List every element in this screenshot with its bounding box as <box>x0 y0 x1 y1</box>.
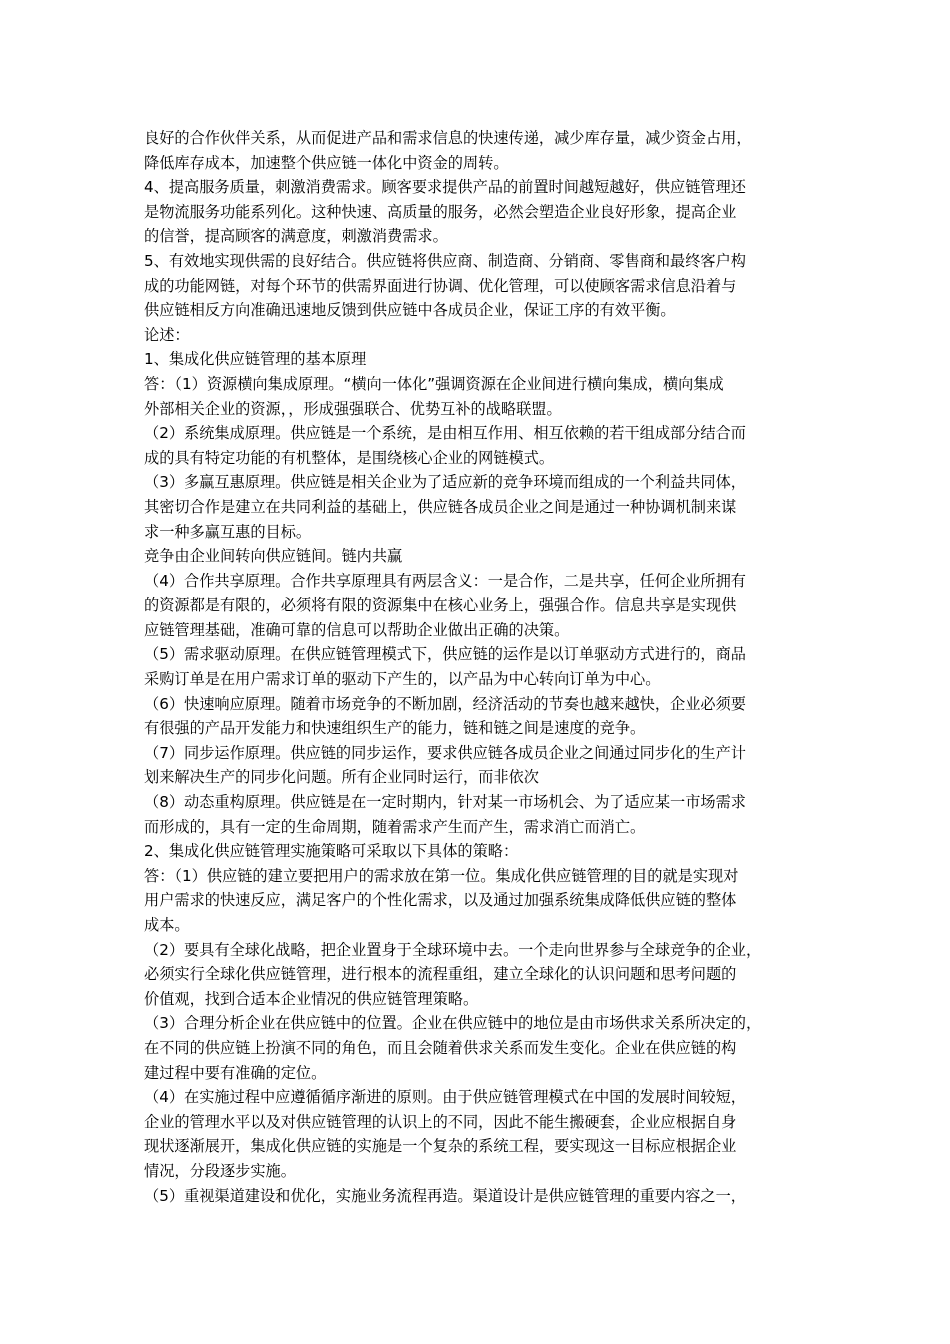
text-line: 外部相关企业的资源，，形成强强联合、优势互补的战略联盟。 <box>144 399 562 418</box>
paragraph <box>144 470 820 544</box>
paragraph <box>144 347 820 372</box>
paragraph <box>144 544 820 569</box>
text-line: （3）合理分析企业在供应链中的位置。企业在供应链中的地位是由市场供求关系所决定的， <box>144 1014 762 1033</box>
paragraph <box>144 1184 820 1209</box>
text-line: 成的具有特定功能的有机整体，是围绕核心企业的网链模式。 <box>144 448 555 467</box>
text-line: 建过程中要有准确的定位。 <box>144 1063 327 1082</box>
paragraph <box>144 323 820 348</box>
text-line: 竞争由企业间转向供应链间。链内共赢 <box>144 547 403 566</box>
paragraph <box>144 790 820 839</box>
text-line: （4）在实施过程中应遵循循序渐进的原则。由于供应链管理模式在中国的发展时间较短， <box>144 1088 746 1107</box>
text-line: 而形成的，具有一定的生命周期，随着需求产生而产生，需求消亡而消亡。 <box>144 817 646 836</box>
text-line: 论述： <box>144 325 190 344</box>
text-line: 有很强的产品开发能力和快速组织生产的能力，链和链之间是速度的竞争。 <box>144 719 646 738</box>
paragraph <box>144 938 820 1012</box>
text-line: 的资源都是有限的，必须将有限的资源集中在核心业务上，强强合作。信息共享是实现供 <box>144 596 737 615</box>
text-line: 在不同的供应链上扮演不同的角色，而且会随着供求关系而发生变化。企业在供应链的构 <box>144 1038 737 1057</box>
text-line: 良好的合作伙伴关系，从而促进产品和需求信息的快速传递，减少库存量，减少资金占用， <box>144 129 752 147</box>
text-line: 是物流服务功能系列化。这种快速、高质量的服务，必然会塑造企业良好形象，提高企业 <box>144 202 737 221</box>
paragraph <box>144 249 820 323</box>
text-line: （6）快速响应原理。随着市场竞争的不断加剧，经济活动的节奏也越来越快，企业必须要 <box>144 694 746 713</box>
text-line: 答：（1）资源横向集成原理。“横向一体化”强调资源在企业间进行横向集成，横向集成 <box>144 374 724 393</box>
text-line: 必须实行全球化供应链管理，进行根本的流程重组，建立全球化的认识问题和思考问题的 <box>144 965 737 984</box>
text-line: 现状逐渐展开，集成化供应链的实施是一个复杂的系统工程，要实现这一目标应根据企业 <box>144 1137 737 1156</box>
text-line: 成的功能网链，对每个环节的供需界面进行协调、优化管理，可以使顾客需求信息沿着与 <box>144 276 737 295</box>
text-line: 4、提高服务质量，刺激消费需求。顾客要求提供产品的前置时间越短越好，供应链管理还 <box>144 178 746 197</box>
text-line: （2）系统集成原理。供应链是一个系统，是由相互作用、相互依赖的若干组成部分结合而 <box>144 424 746 443</box>
paragraph <box>144 569 820 643</box>
text-line: （2）要具有全球化战略，把企业置身于全球环境中去。一个走向世界参与全球竞争的企业， <box>144 940 762 959</box>
text-line: （3）多赢互惠原理。供应链是相关企业为了适应新的竞争环境而组成的一个利益共同体， <box>144 473 746 492</box>
text-line: （5）重视渠道建设和优化，实施业务流程再造。渠道设计是供应链管理的重要内容之一， <box>144 1186 746 1205</box>
text-line: （5）需求驱动原理。在供应链管理模式下，供应链的运作是以订单驱动方式进行的，商品 <box>144 645 746 664</box>
paragraph <box>144 126 820 175</box>
text-line: 企业的管理水平以及对供应链管理的认识上的不同，因此不能生搬硬套，企业应根据自身 <box>144 1112 737 1131</box>
paragraph <box>144 741 820 790</box>
paragraph <box>144 1085 820 1183</box>
text-line: （4）合作共享原理。合作共享原理具有两层含义：一是合作，二是共享，任何企业所拥有 <box>144 571 746 590</box>
text-line: 情况，分段逐步实施。 <box>144 1161 296 1180</box>
text-line: 用户需求的快速反应，满足客户的个性化需求，以及通过加强系统集成降低供应链的整体 <box>144 891 737 910</box>
text-line: 答：（1）供应链的建立要把用户的需求放在第一位。集成化供应链管理的目的就是实现对 <box>144 866 739 885</box>
paragraph <box>144 692 820 741</box>
text-line: 划来解决生产的同步化问题。所有企业同时运行，而非依次 <box>144 768 539 787</box>
paragraph <box>144 864 820 938</box>
text-line: 2、集成化供应链管理实施策略可采取以下具体的策略： <box>144 842 519 861</box>
text-line: （7）同步运作原理。供应链的同步运作，要求供应链各成员企业之间通过同步化的生产计 <box>144 743 746 762</box>
text-line: 的信誉，提高顾客的满意度，刺激消费需求。 <box>144 227 448 246</box>
text-line: 降低库存成本，加速整个供应链一体化中资金的周转。 <box>144 153 509 172</box>
text-line: （8）动态重构原理。供应链是在一定时期内，针对某一市场机会、为了适应某一市场需求 <box>144 793 746 812</box>
text-line: 采购订单是在用户需求订单的驱动下产生的，以产品为中心转向订单为中心。 <box>144 670 661 689</box>
text-line: 价值观，找到合适本企业情况的供应链管理策略。 <box>144 989 479 1008</box>
paragraph <box>144 1011 820 1085</box>
text-line: 应链管理基础，准确可靠的信息可以帮助企业做出正确的决策。 <box>144 620 570 639</box>
text-line: 1、集成化供应链管理的基本原理 <box>144 350 367 369</box>
paragraph <box>144 421 820 470</box>
text-line: 成本。 <box>144 916 190 934</box>
paragraph <box>144 175 820 249</box>
document-body <box>144 126 820 1208</box>
text-line: 供应链相反方向准确迅速地反馈到供应链中各成员企业，保证工序的有效平衡。 <box>144 301 676 320</box>
text-line: 求一种多赢互惠的目标。 <box>144 522 312 541</box>
paragraph <box>144 839 820 864</box>
paragraph <box>144 642 820 691</box>
text-line: 其密切合作是建立在共同利益的基础上，供应链各成员企业之间是通过一种协调机制来谋 <box>144 497 737 516</box>
paragraph <box>144 372 820 421</box>
text-line: 5、有效地实现供需的良好结合。供应链将供应商、制造商、分销商、零售商和最终客户构 <box>144 251 746 270</box>
